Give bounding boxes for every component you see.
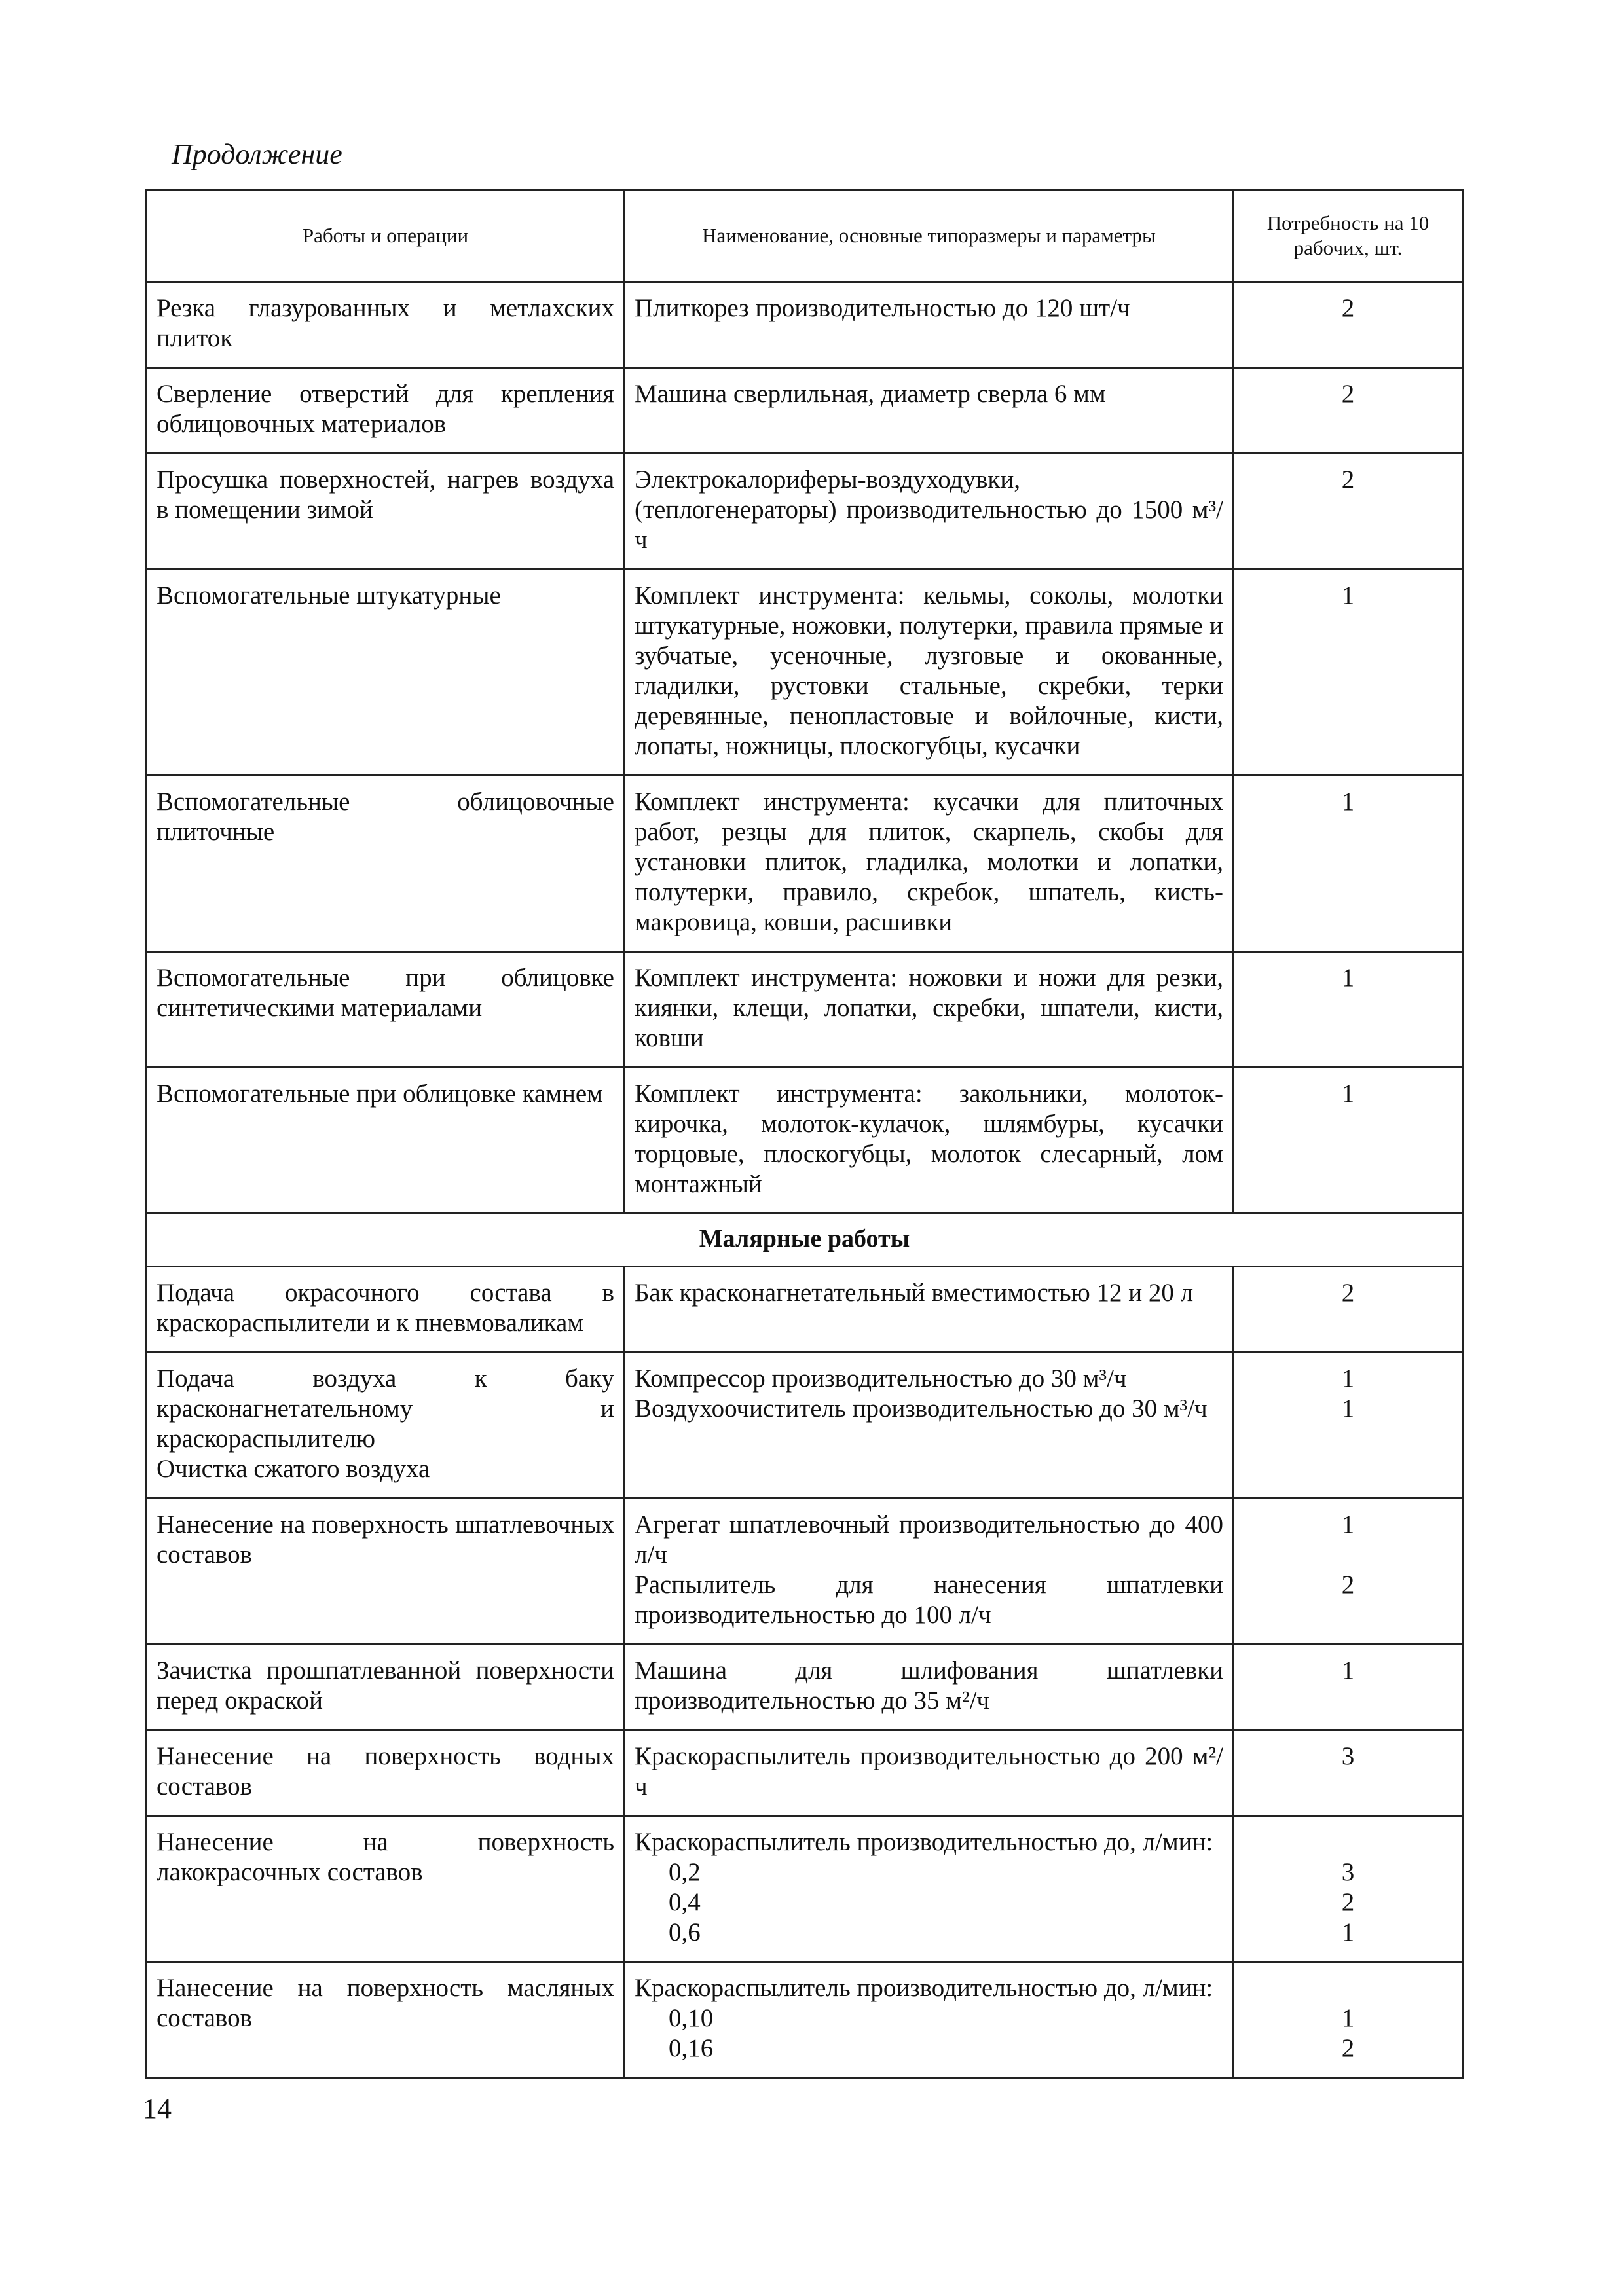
table-row [147,368,1463,454]
operation-cell: Вспомогательные при облицовке синтетическими материалами [147,952,625,1068]
equipment-cell: Машина для шлифования шпатлевки производительностью до 35 м²/ч [625,1645,1234,1730]
quantity-cell: 2 [1234,368,1463,454]
operation-cell: Зачистка прошпатлеванной поверхности перед окраской [147,1645,625,1730]
equipment-cell: Комплект инструмента: кельмы, соколы, молотки штукатурные, ножовки, полутерки, правила прямые и зубчатые, усеночные, лузговые и окованные, гладилки, рустовки стальные, скребки, терки деревянные, пенопластовые и войлочные, кисти, лопаты, ножницы, плоскогубцы, кусачки [625,570,1234,776]
spacer [1241,1540,1455,1570]
quantity-value: 2 [1341,1888,1355,1916]
quantity-cell: 3 [1234,1730,1463,1816]
table-row [147,1730,1463,1816]
operation-cell [147,1353,625,1499]
quantity-cell: 2 [1234,454,1463,570]
quantity-value: 1 [1341,1364,1355,1393]
equipment-cell: Краскораспылитель производительностью до 200 м²/ч [625,1730,1234,1816]
operation-line: Очистка сжатого воздуха [157,1455,430,1483]
page-number: 14 [143,2092,172,2124]
quantity-cell: 2 [1234,282,1463,368]
quantity-cell: 1 [1234,952,1463,1068]
table-row [147,952,1463,1068]
size-value: 0,4 [669,1888,701,1916]
equipment-line: Распылитель для нанесения шпатлевки производительностью до 100 л/ч [635,1571,1223,1629]
equipment-cell: Плиткорез производительностью до 120 шт/ч [625,282,1234,368]
equipment-cell: Комплект инструмента: кусачки для плиточных работ, резцы для плиток, скарпель, скобы для установки плиток, гладилка, молотки и лопатки, полутерки, правило, скребок, шпатель, кисть-макровица, ковши, расшивки [625,776,1234,952]
quantity-cell: 1 [1234,570,1463,776]
equipment-cell: Комплект инструмента: закольники, молоток-кирочка, молоток-кулачок, шлямбуры, кусачки торцовые, плоскогубцы, молоток слесарный, лом монтажный [625,1068,1234,1214]
operation-line: Подача воздуха к баку красконагнетательному и краскораспылителю [157,1364,614,1453]
table-row [147,454,1463,570]
size-value: 0,10 [669,2004,714,2032]
operation-cell: Нанесение на поверхность водных составов [147,1730,625,1816]
quantity-cell [1234,1353,1463,1499]
equipment-line: Воздухоочиститель производительностью до 30 м³/ч [635,1394,1208,1423]
operation-cell: Сверление отверстий для крепления облицовочных материалов [147,368,625,454]
table-row [147,1816,1463,1962]
equipment-line: Компрессор производительностью до 30 м³/ч [635,1364,1127,1393]
quantity-value: 1 [1341,1394,1355,1423]
table-row [147,282,1463,368]
equipment-cell [625,1499,1234,1645]
operation-cell: Нанесение на поверхность шпатлевочных составов [147,1499,625,1645]
quantity-value: 2 [1341,1571,1355,1599]
header-operations: Работы и операции [147,190,625,282]
quantity-cell: 1 [1234,776,1463,952]
equipment-cell: Электрокалориферы-воздуходувки, (теплогенераторы) производительностью до 1500 м³/ч [625,454,1234,570]
table-row [147,570,1463,776]
operation-cell: Нанесение на поверхность лакокрасочных составов [147,1816,625,1962]
equipment-cell [625,1816,1234,1962]
quantity-value: 1 [1341,1918,1355,1946]
quantity-cell [1234,1816,1463,1962]
header-equipment: Наименование, основные типоразмеры и параметры [625,190,1234,282]
table-header-row [147,190,1463,282]
quantity-cell [1234,1499,1463,1645]
quantity-cell [1234,1962,1463,2078]
equipment-cell [625,1353,1234,1499]
operation-cell: Вспомогательные при облицовке камнем [147,1068,625,1214]
quantity-cell: 2 [1234,1267,1463,1353]
equipment-line: Краскораспылитель производительностью до, л/мин: [635,1828,1213,1856]
equipment-cell [625,1962,1234,2078]
table-row [147,1353,1463,1499]
table-row [147,1267,1463,1353]
equipment-line: Агрегат шпатлевочный производительностью до 400 л/ч [635,1510,1223,1569]
quantity-cell: 1 [1234,1645,1463,1730]
size-value: 0,16 [669,2034,714,2062]
quantity-value: 3 [1341,1858,1355,1886]
continuation-label: Продолжение [172,138,342,170]
operation-cell: Вспомогательные штукатурные [147,570,625,776]
quantity-value: 1 [1341,1510,1355,1539]
section-title: Малярные работы [147,1214,1463,1267]
size-value: 0,6 [669,1918,701,1946]
equipment-table [145,189,1464,2079]
size-value: 0,2 [669,1858,701,1886]
table-row [147,1645,1463,1730]
operation-cell: Нанесение на поверхность масляных составов [147,1962,625,2078]
equipment-line: Краскораспылитель производительностью до, л/мин: [635,1974,1213,2002]
table-row [147,1962,1463,2078]
spacer [1241,1827,1455,1857]
quantity-value: 2 [1341,2034,1355,2062]
header-quantity: Потребность на 10 рабочих, шт. [1234,190,1463,282]
table-row [147,1068,1463,1214]
operation-cell: Просушка поверхностей, нагрев воздуха в помещении зимой [147,454,625,570]
table-row [147,776,1463,952]
operation-cell: Подача окрасочного состава в краскораспылители и к пневмоваликам [147,1267,625,1353]
table-row [147,1499,1463,1645]
section-row [147,1214,1463,1267]
spacer [1241,1973,1455,2003]
equipment-cell: Машина сверлильная, диаметр сверла 6 мм [625,368,1234,454]
operation-cell: Резка глазурованных и метлахских плиток [147,282,625,368]
quantity-value: 1 [1341,2004,1355,2032]
equipment-cell: Бак красконагнетательный вместимостью 12 и 20 л [625,1267,1234,1353]
equipment-cell: Комплект инструмента: ножовки и ножи для резки, киянки, клещи, лопатки, скребки, шпатели, кисти, ковши [625,952,1234,1068]
quantity-cell: 1 [1234,1068,1463,1214]
operation-cell: Вспомогательные облицовочные плиточные [147,776,625,952]
